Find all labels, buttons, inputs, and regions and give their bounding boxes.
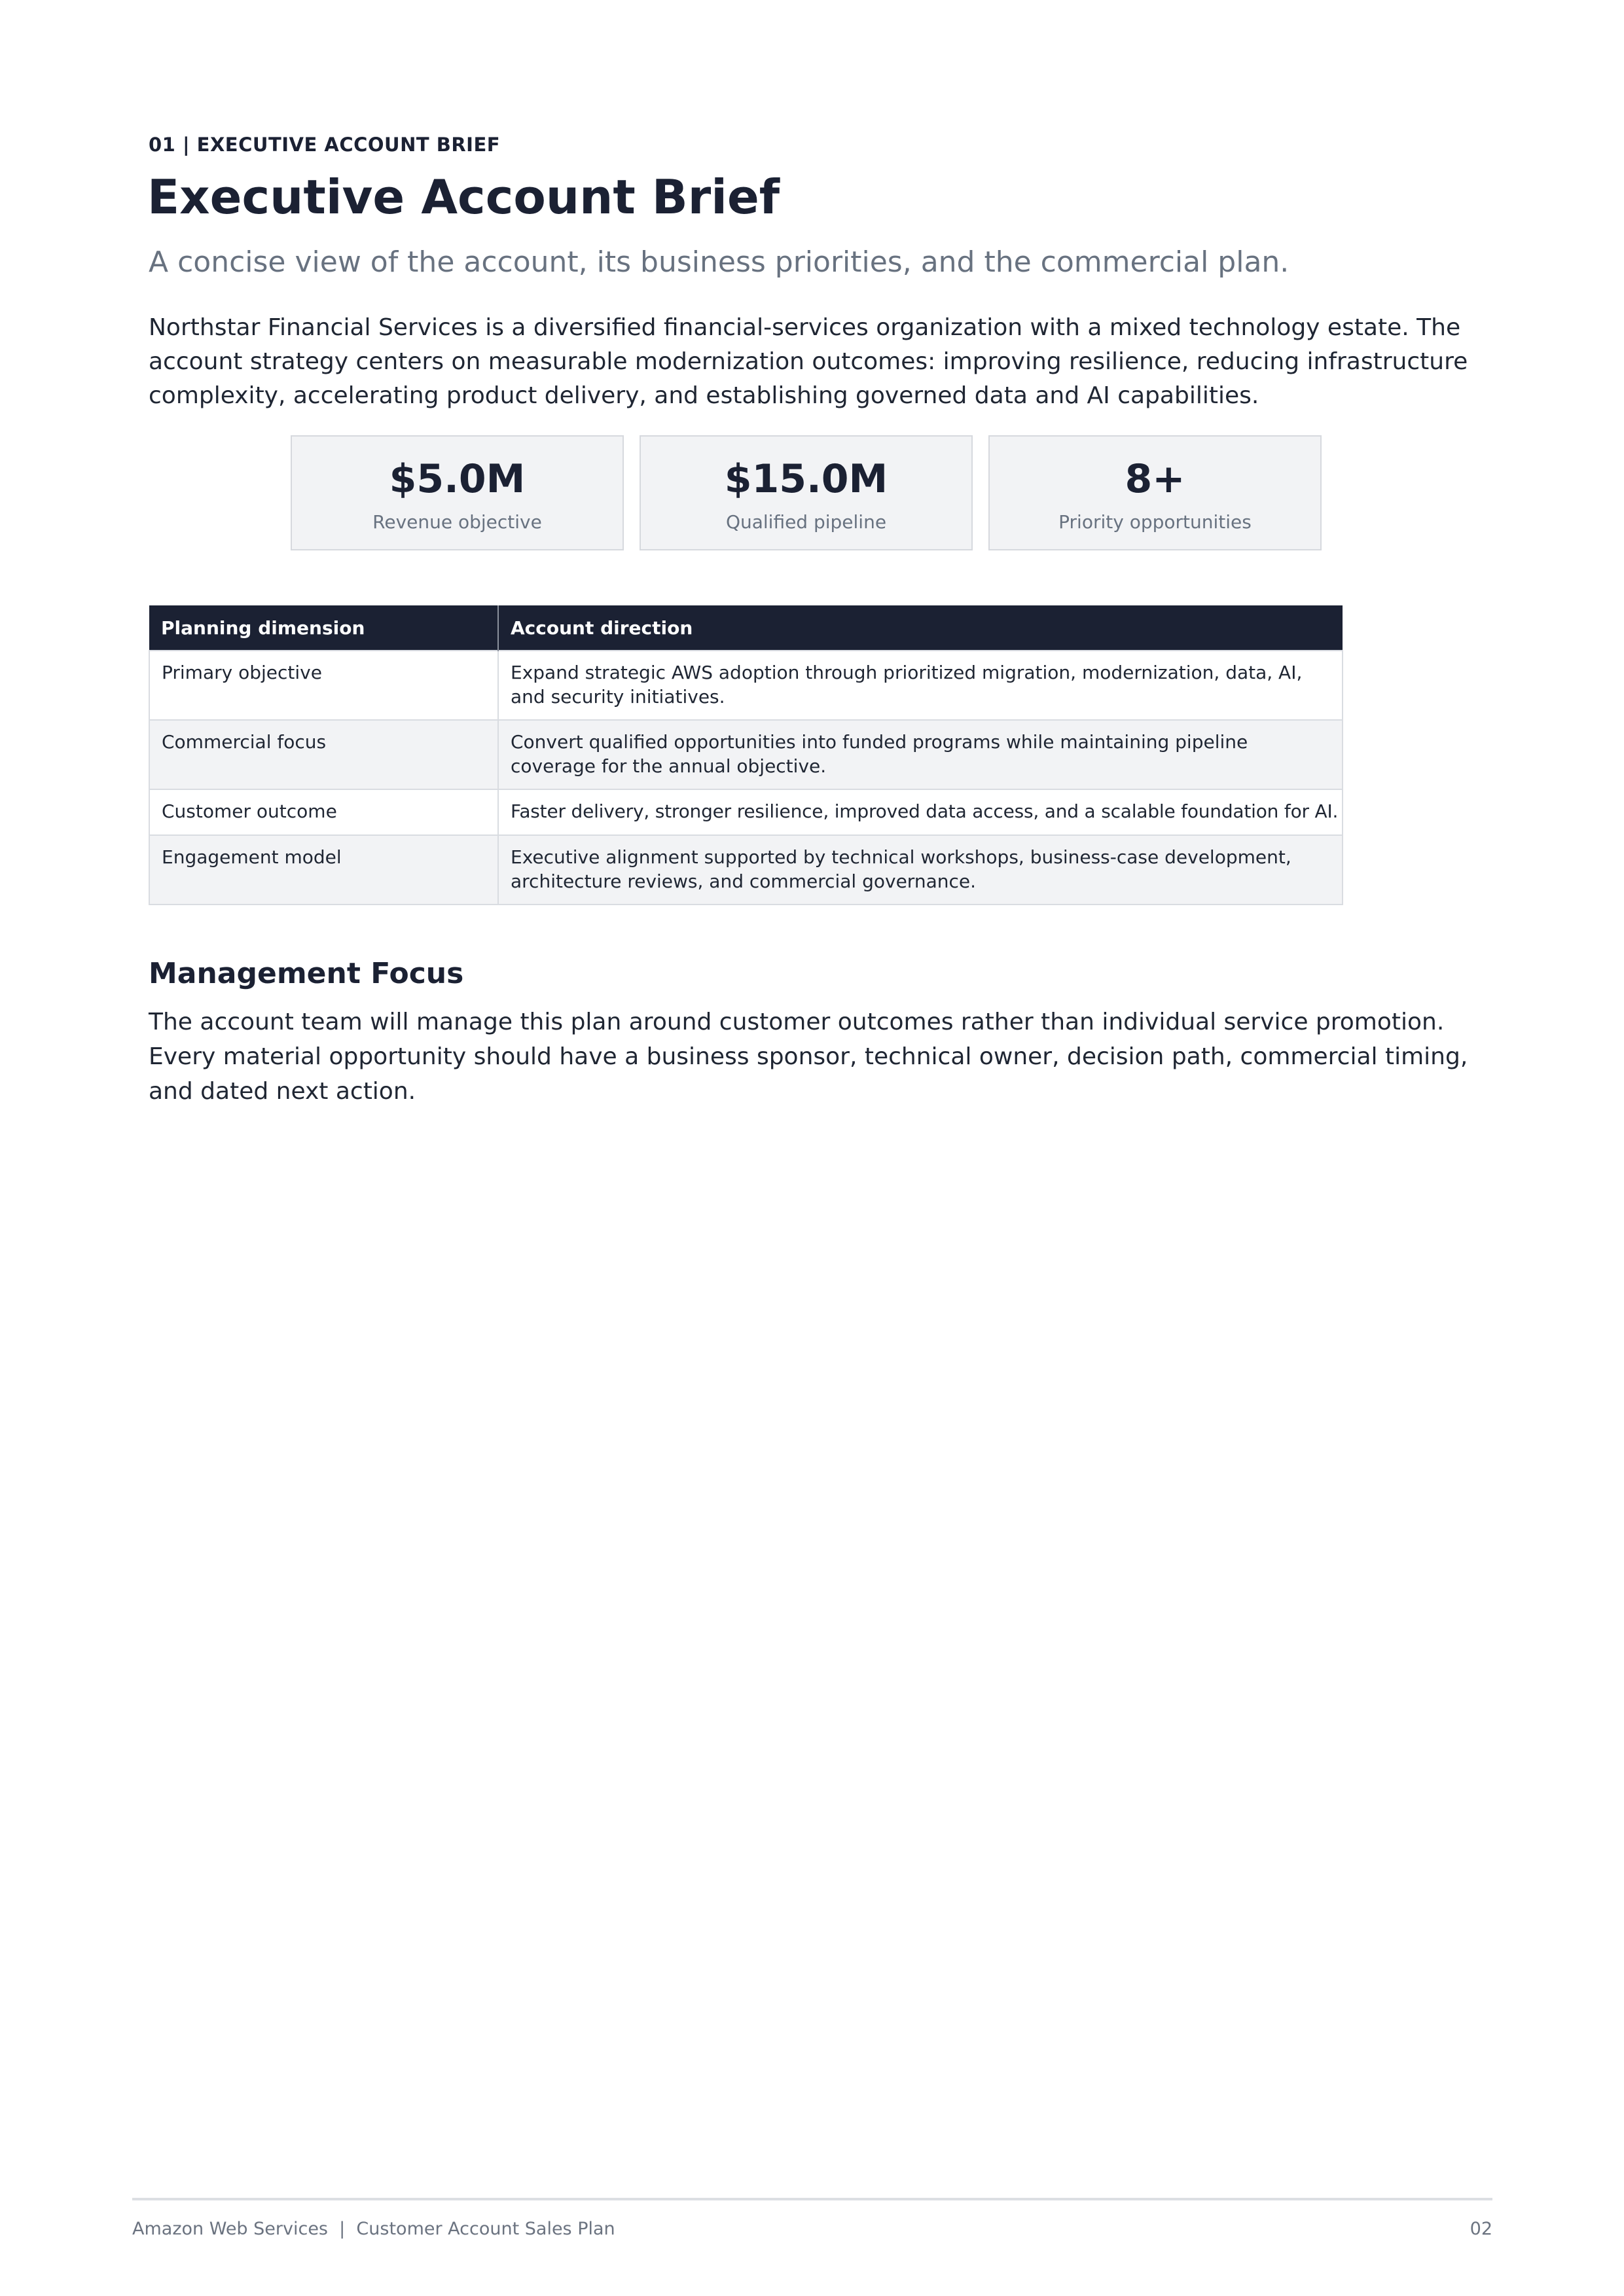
metric-card-revenue: [291, 435, 624, 550]
metric-label: Priority opportunities: [1058, 511, 1252, 533]
table-row: [149, 789, 1343, 835]
table-row: [149, 835, 1343, 905]
footer-text: Amazon Web Services | Customer Account Sales Plan: [132, 2219, 615, 2239]
table-row: [149, 720, 1343, 789]
direction-cell: Faster delivery, stronger resilience, improved data access, and a scalable foundation for AI.: [498, 789, 1343, 835]
direction-cell: Expand strategic AWS adoption through prioritized migration, modernization, data, AI, and security initiatives.: [498, 651, 1343, 720]
footer-divider: [132, 2198, 1492, 2200]
page-subtitle: A concise view of the account, its business priorities, and the commercial plan.: [149, 245, 1290, 279]
metric-card-opportunities: [988, 435, 1322, 550]
management-focus-heading: Management Focus: [149, 957, 464, 990]
metric-value: $5.0M: [389, 456, 526, 502]
table-row: [149, 651, 1343, 720]
dimension-cell: Engagement model: [149, 835, 498, 905]
dimension-cell: Customer outcome: [149, 789, 498, 835]
table-header-row: [149, 605, 1343, 651]
direction-cell: Executive alignment supported by technical workshops, business-case development, architecture reviews, and commercial governance.: [498, 835, 1343, 905]
direction-cell: Convert qualified opportunities into funded programs while maintaining pipeline coverage for the annual objective.: [498, 720, 1343, 789]
section-eyebrow: 01 | EXECUTIVE ACCOUNT BRIEF: [149, 134, 501, 156]
page-number: 02: [1470, 2219, 1492, 2239]
metric-card-pipeline: [640, 435, 973, 550]
metric-value: 8+: [1125, 456, 1185, 502]
dimension-cell: Primary objective: [149, 651, 498, 720]
metric-cards: [291, 435, 1322, 552]
page-title: Executive Account Brief: [147, 170, 780, 224]
dimension-cell: Commercial focus: [149, 720, 498, 789]
column-header-dimension: Planning dimension: [149, 605, 498, 651]
planning-table: [149, 605, 1343, 905]
column-header-direction: Account direction: [498, 605, 1343, 651]
metric-label: Revenue objective: [372, 511, 542, 533]
metric-value: $15.0M: [724, 456, 888, 502]
intro-paragraph: Northstar Financial Services is a diversified financial-services organization with a mixed technology estate. The account strategy centers on measurable modernization outcomes: improving resilience, reducing infrastructure complexity, accelerating product delivery, and establishing governed data and AI capabilities.: [149, 314, 1468, 409]
metric-label: Qualified pipeline: [725, 511, 887, 533]
management-focus-paragraph: The account team will manage this plan around customer outcomes rather than individual service promotion. Every material opportunity should have a business sponsor, technical owner, decision path, commercial timing, and dated next action.: [149, 1009, 1468, 1105]
